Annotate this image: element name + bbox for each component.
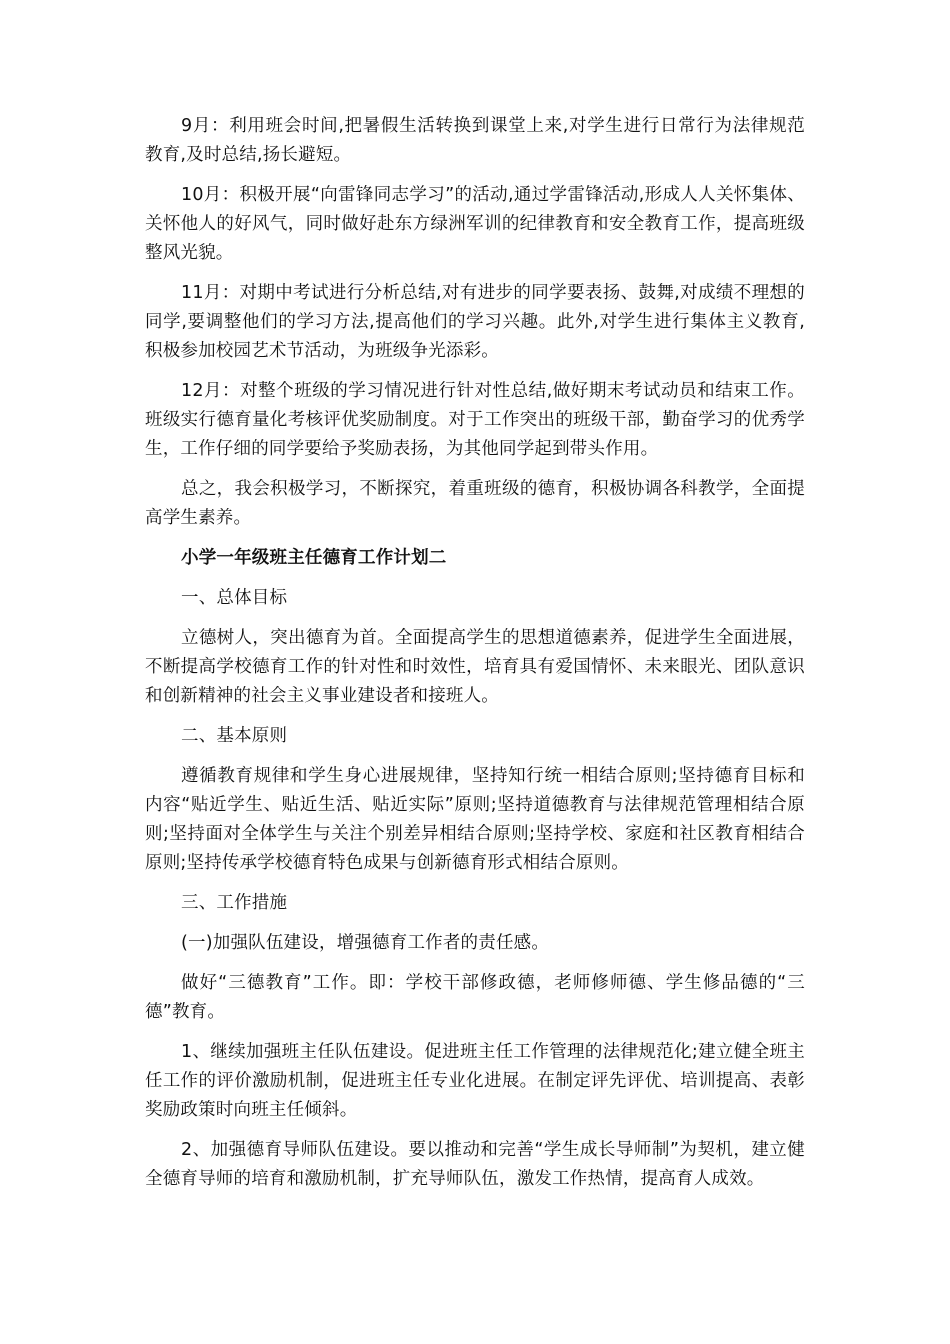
paragraph-item-2: 2、加强德育导师队伍建设。要以推动和完善“学生成长导师制”为契机，建立健全德育导师的培育和激励机制，扩充导师队伍，激发工作热情，提高育人成效。 bbox=[145, 1140, 805, 1189]
heading-work-measures: 三、工作措施 bbox=[181, 893, 288, 913]
paragraph-september: 9月：利用班会时间,把暑假生活转换到课堂上来,对学生进行日常行为法律规范教育,及时总结,扬长避短。 bbox=[145, 116, 805, 165]
paragraph-basic-principles: 遵循教育规律和学生身心进展规律，坚持知行统一相结合原则;坚持德育目标和内容“贴近学生、贴近生活、贴近实际”原则;坚持道德教育与法律规范管理相结合原则;坚持面对全体学生与关注个别差异相结合原则;坚持学校、家庭和社区教育相结合原则;坚持传承学校德育特色成果与创新德育形式相结合原则。 bbox=[145, 766, 805, 873]
paragraph-overall-goal: 立德树人，突出德育为首。全面提高学生的思想道德素养，促进学生全面进展，不断提高学校德育工作的针对性和时效性，培育具有爱国情怀、未来眼光、团队意识和创新精神的社会主义事业建设者和接班人。 bbox=[145, 628, 805, 706]
heading-overall-goal: 一、总体目标 bbox=[181, 588, 288, 608]
paragraph-october: 10月：积极开展“向雷锋同志学习”的活动,通过学雷锋活动,形成人人关怀集体、关怀他人的好风气，同时做好赴东方绿洲军训的纪律教育和安全教育工作，提高班级整风光貌。 bbox=[145, 185, 805, 263]
section-title: 小学一年级班主任德育工作计划二 bbox=[181, 548, 447, 568]
paragraph-november: 11月：对期中考试进行分析总结,对有进步的同学要表扬、鼓舞,对成绩不理想的同学,要调整他们的学习方法,提高他们的学习兴趣。此外,对学生进行集体主义教育,积极参加校园艺术节活动，为班级争光添彩。 bbox=[145, 283, 805, 361]
paragraph-three-virtues: 做好“三德教育”工作。即：学校干部修政德，老师修师德、学生修品德的“三德”教育。 bbox=[145, 973, 805, 1022]
paragraph-item-1: 1、继续加强班主任队伍建设。促进班主任工作管理的法律规范化;建立健全班主任工作的评价激励机制，促进班主任专业化进展。在制定评先评优、培训提高、表彰奖励政策时向班主任倾斜。 bbox=[145, 1042, 805, 1120]
paragraph-summary: 总之，我会积极学习，不断探究，着重班级的德育，积极协调各科教学，全面提高学生素养。 bbox=[145, 479, 805, 528]
paragraph-december: 12月：对整个班级的学习情况进行针对性总结,做好期末考试动员和结束工作。班级实行德育量化考核评优奖励制度。对于工作突出的班级干部，勤奋学习的优秀学生，工作仔细的同学要给予奖励表扬，为其他同学起到带头作用。 bbox=[145, 381, 805, 459]
subheading-team-building: (一)加强队伍建设，增强德育工作者的责任感。 bbox=[181, 933, 550, 953]
document-page bbox=[145, 112, 805, 1205]
heading-basic-principles: 二、基本原则 bbox=[181, 726, 288, 746]
